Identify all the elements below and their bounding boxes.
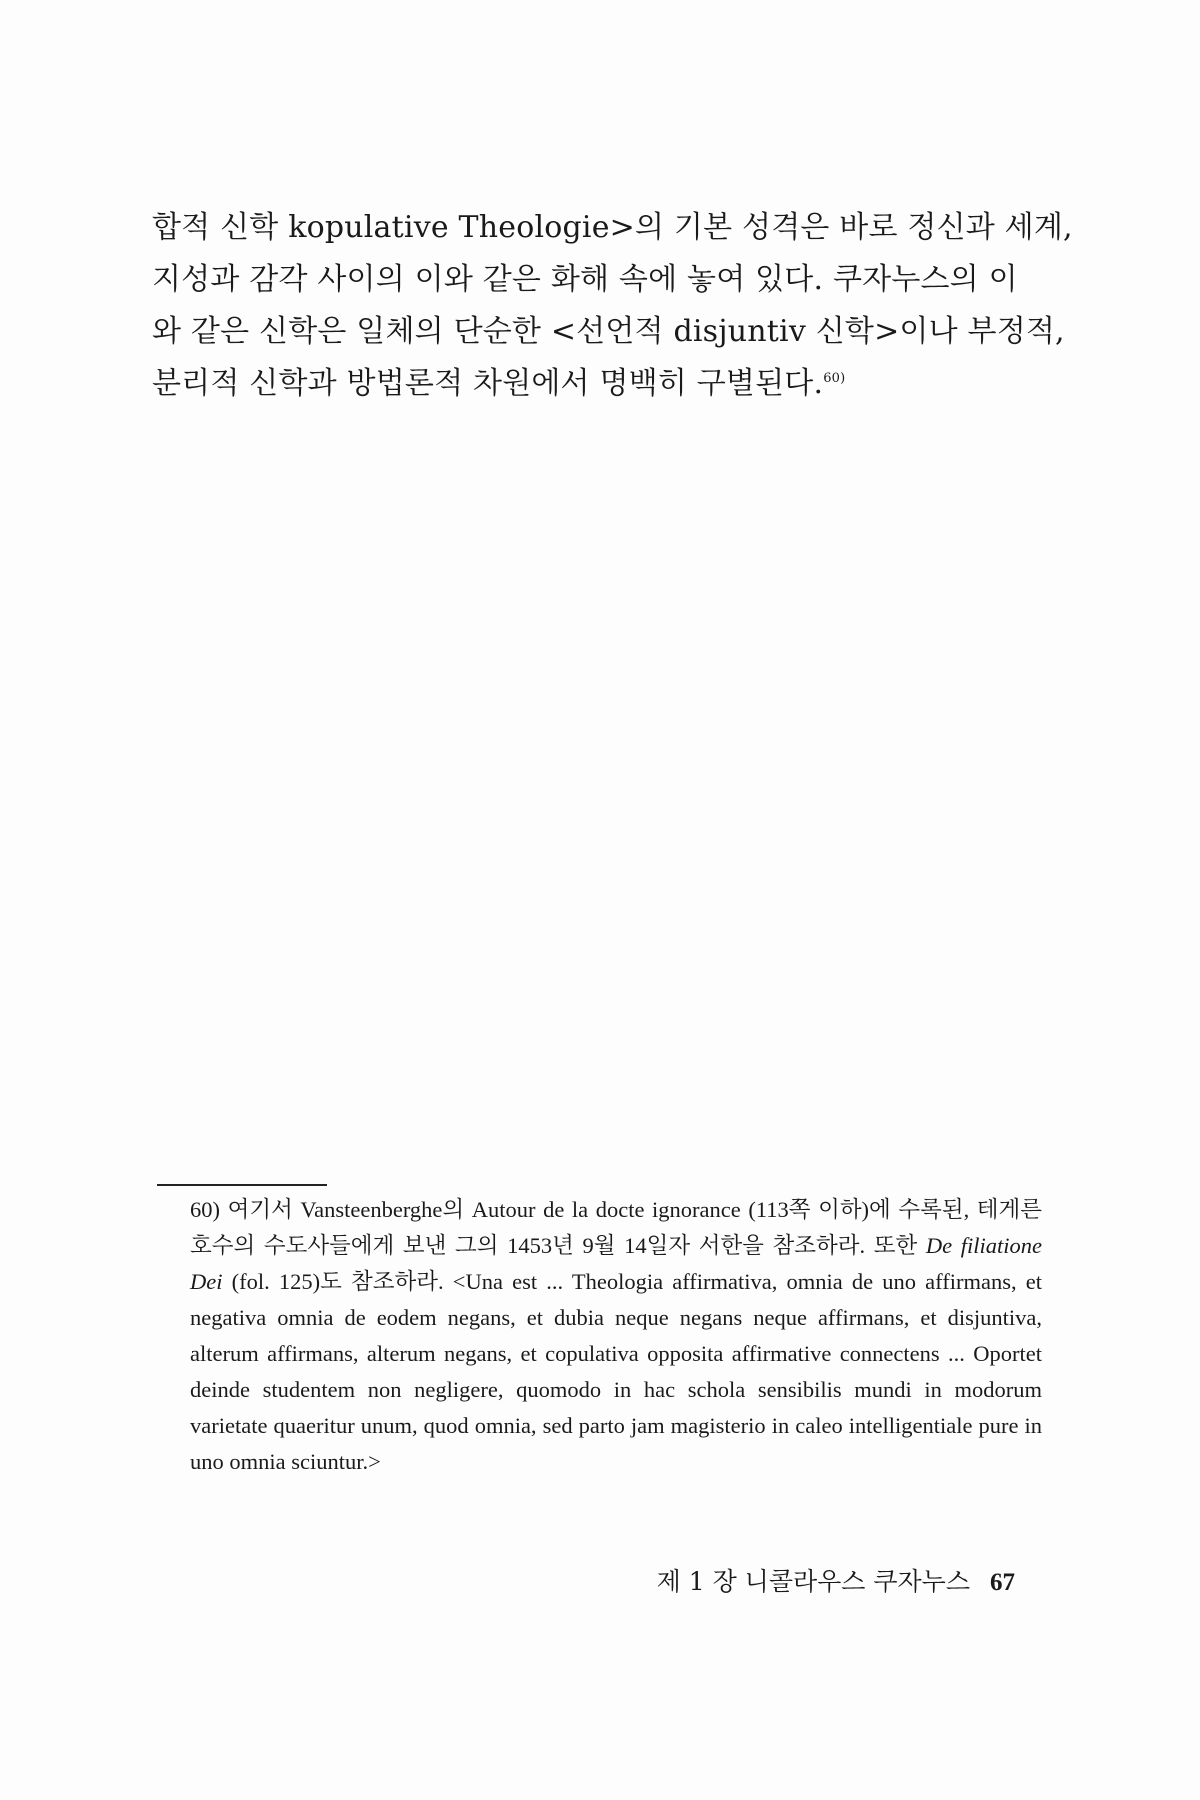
body-line: 합적 신학 kopulative Theologie>의 기본 성격은 바로 정신과 세계,	[152, 210, 1073, 245]
chapter-title: 제 1 장 니콜라우스 쿠자누스	[656, 1567, 970, 1596]
footnote-italic-title: De filiatione Dei	[190, 1233, 1042, 1294]
page-number: 67	[990, 1569, 1015, 1596]
footnote-text-a: 여기서 Vansteenberghe의 Autour de la docte ignorance (113쪽 이하)에 수록된, 테게른 호수의 수도사들에게 보낸 그의 1453년 9월 14일자 서한을 참조하라. 또한	[190, 1197, 1042, 1258]
body-paragraph	[152, 202, 1073, 410]
body-line-text: 분리적 신학과 방법론적 차원에서 명백히 구별된다.	[152, 366, 824, 401]
footnote-number: 60)	[190, 1197, 220, 1222]
body-line-last	[152, 358, 1037, 410]
footnote-60	[190, 1192, 1042, 1480]
body-line: 지성과 감각 사이의 이와 같은 화해 속에 놓여 있다. 쿠자누스의 이	[152, 262, 1018, 297]
body-line: 와 같은 신학은 일체의 단순한 <선언적 disjuntiv 신학>이나 부정적,	[152, 314, 1065, 349]
page-footer	[615, 1566, 1015, 1599]
footnote-divider	[157, 1184, 327, 1186]
footnote-reference: 60)	[823, 371, 846, 386]
footnote-text-b: (fol. 125)도 참조하라. <Una est ... Theologia affirmativa, omnia de uno affirmans, et negativa omnia de eodem negans, et dubia neque negans neque affirmans, et disjuntiva, alterum affirmans, alterum negans, et copulativa opposita affirmative connectens ... Oportet deinde studentem non negligere, quomodo in hac schola sensibilis mundi in modorum varietate quaeritur unum, quod omnia, sed parto jam magisterio in caleo intelligentiale pure in uno omnia sciuntur.>	[190, 1269, 1042, 1474]
